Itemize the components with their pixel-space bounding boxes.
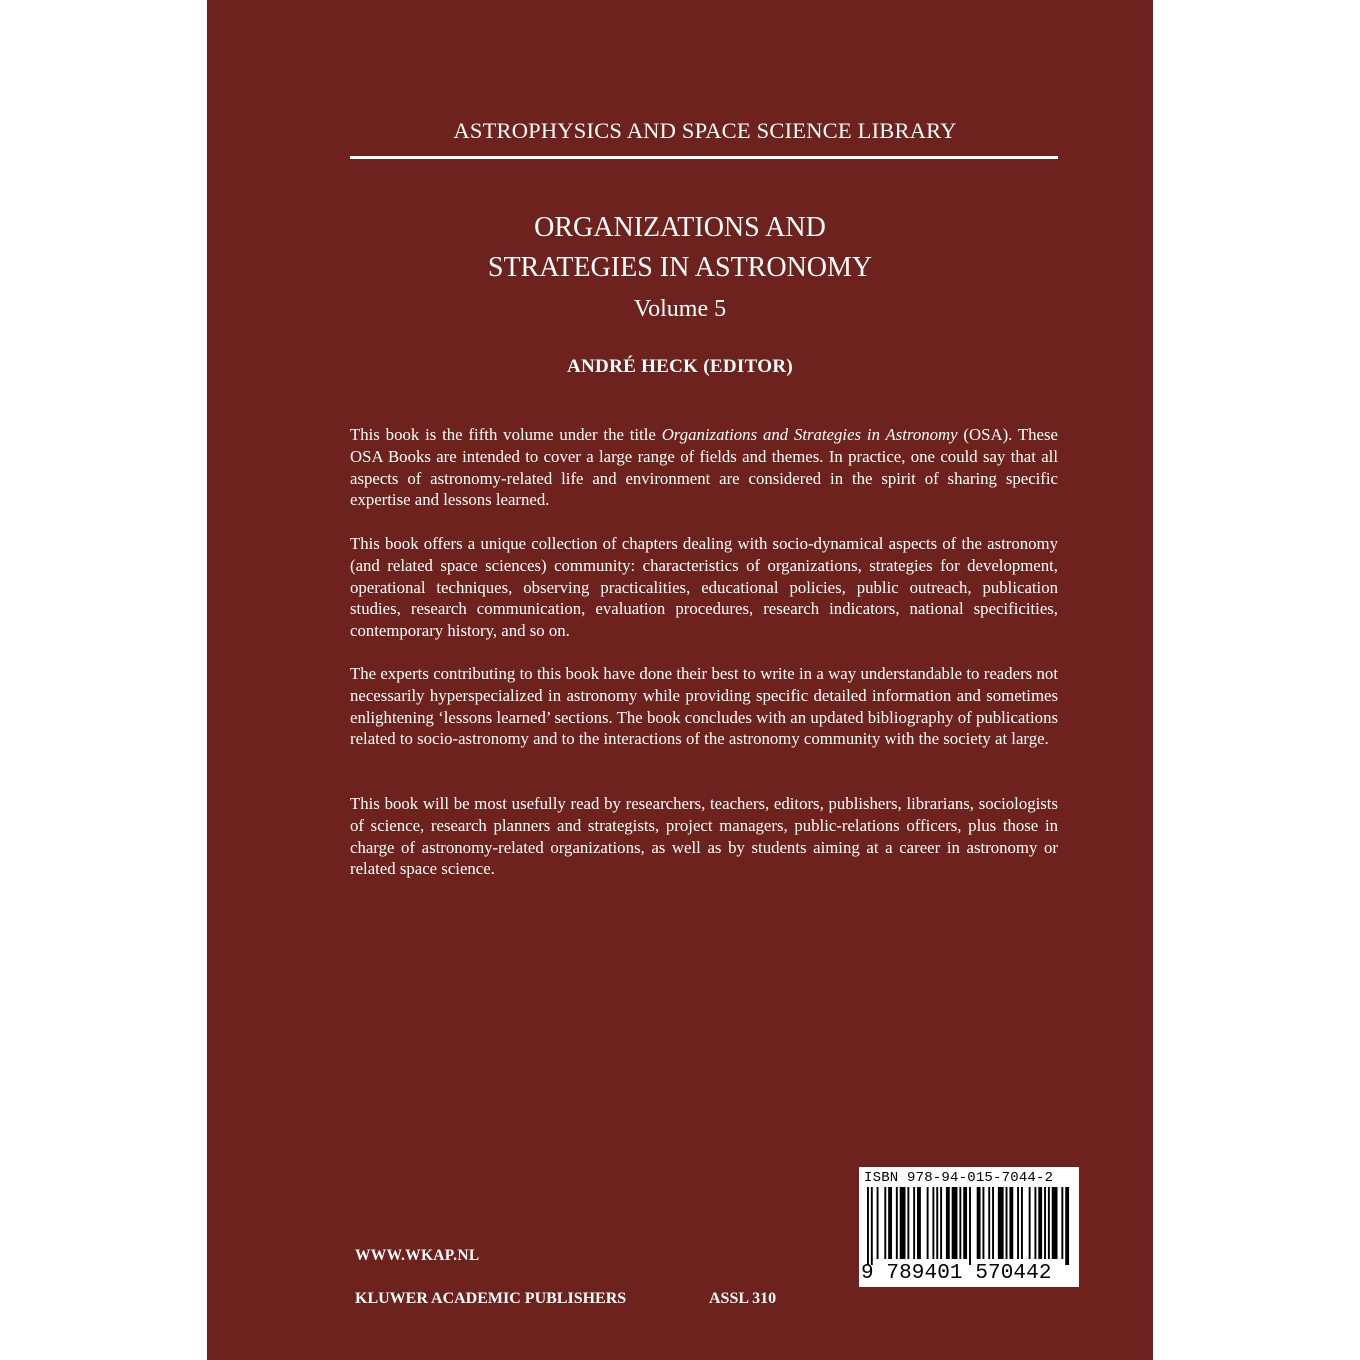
book-back-cover [207,0,1153,1360]
book-title-line-2: STRATEGIES IN ASTRONOMY [487,252,873,283]
description-paragraph-3: The experts contributing to this book have done their best to write in a way understandable to readers not necessarily hyperspecialized in astronomy while providing specific detailed information and sometimes enlightening ‘lessons learned’ sections. The book concludes with an updated bibliography of publications related to socio-astronomy and to the interactions of the astronomy community with the society at large. [350,664,1058,749]
barcode-bar [913,1187,915,1259]
series-number: ASSL 310 [709,1290,777,1307]
barcode-bar [900,1187,906,1259]
barcode-bar [1048,1187,1050,1259]
barcode-bar [952,1187,958,1259]
barcode-bar [927,1187,929,1259]
barcode-bar [988,1187,990,1259]
barcode-bar [969,1187,971,1265]
barcode-bar [1006,1187,1008,1259]
barcode-bar [1009,1187,1013,1259]
barcode-bar [917,1187,921,1259]
barcode-bar [888,1187,892,1259]
barcode-digits: 9 789401 570442 [861,1262,1052,1285]
barcode-bar [936,1187,938,1259]
barcode-bar [998,1187,1004,1259]
barcode-bar [867,1187,869,1265]
description-paragraph-4: This book will be most usefully read by researchers, teachers, editors, publishers, librarians, sociologists of science, research planners and strategists, project managers, public-relations officers, plus those in charge of astronomy-related organizations, as well as by students aiming at a career in astronomy or related space science. [350,794,1058,879]
isbn-barcode-box [859,1167,1079,1287]
publisher-name: KLUWER ACADEMIC PUBLISHERS [355,1290,627,1307]
barcode-bar [1065,1187,1069,1265]
barcode-bar [982,1187,984,1259]
barcode-icon [867,1187,1071,1265]
barcode-bar [1038,1187,1042,1259]
barcode-bar [877,1187,879,1259]
book-title-line-1: ORGANIZATIONS AND [534,212,826,243]
volume-label: Volume 5 [633,296,727,322]
barcode-bar [1029,1187,1031,1259]
barcode-bar [1052,1187,1058,1259]
barcode-bar [977,1187,981,1259]
barcode-bar [932,1187,934,1259]
barcode-bar [992,1187,994,1259]
description-paragraph-2: This book offers a unique collection of chapters dealing with socio-dynamical aspects of the astronomy (and related space sciences) community: characteristics of organizations, strategies for development, operational techniques, observing practicalities, educational policies, public outreach, publication studies, research communication, evaluation procedures, research indicators, national specificities, contemporary history, and so on. [350,534,1058,641]
series-title: ASTROPHYSICS AND SPACE SCIENCE LIBRARY [453,118,957,143]
description-paragraph-1 [350,424,1058,511]
barcode-bar [896,1187,898,1259]
series-title-italic: Organizations and Strategies in Astronomy [661,425,958,444]
barcode-bar [871,1187,873,1265]
barcode-bar [1017,1187,1019,1259]
isbn-label: ISBN 978-94-015-7044-2 [864,1170,1054,1186]
barcode-bar [1021,1187,1023,1259]
barcode-bar [907,1187,909,1259]
editor-name: ANDRÉ HECK (EDITOR) [567,356,793,377]
publisher-website: WWW.WKAP.NL [355,1247,480,1264]
series-divider [350,156,1058,159]
barcode-bar [946,1187,950,1259]
paragraph-1-start: This book is the fifth volume under the title [350,425,662,444]
barcode-bar [1061,1187,1063,1259]
barcode-bar [940,1187,942,1259]
barcode-bar [884,1187,886,1259]
barcode-bar [1044,1187,1046,1259]
barcode-bar [959,1187,961,1259]
barcode-bar [1034,1187,1036,1259]
barcode-bar [963,1187,967,1259]
paragraph-1-end: (OSA). These OSA Books are intended to cover a large range of fields and themes. In practice, one could say that all aspects of astronomy-related life and environment are considered in the spirit of sharing specific expertise and lessons learned. [350,425,1058,510]
